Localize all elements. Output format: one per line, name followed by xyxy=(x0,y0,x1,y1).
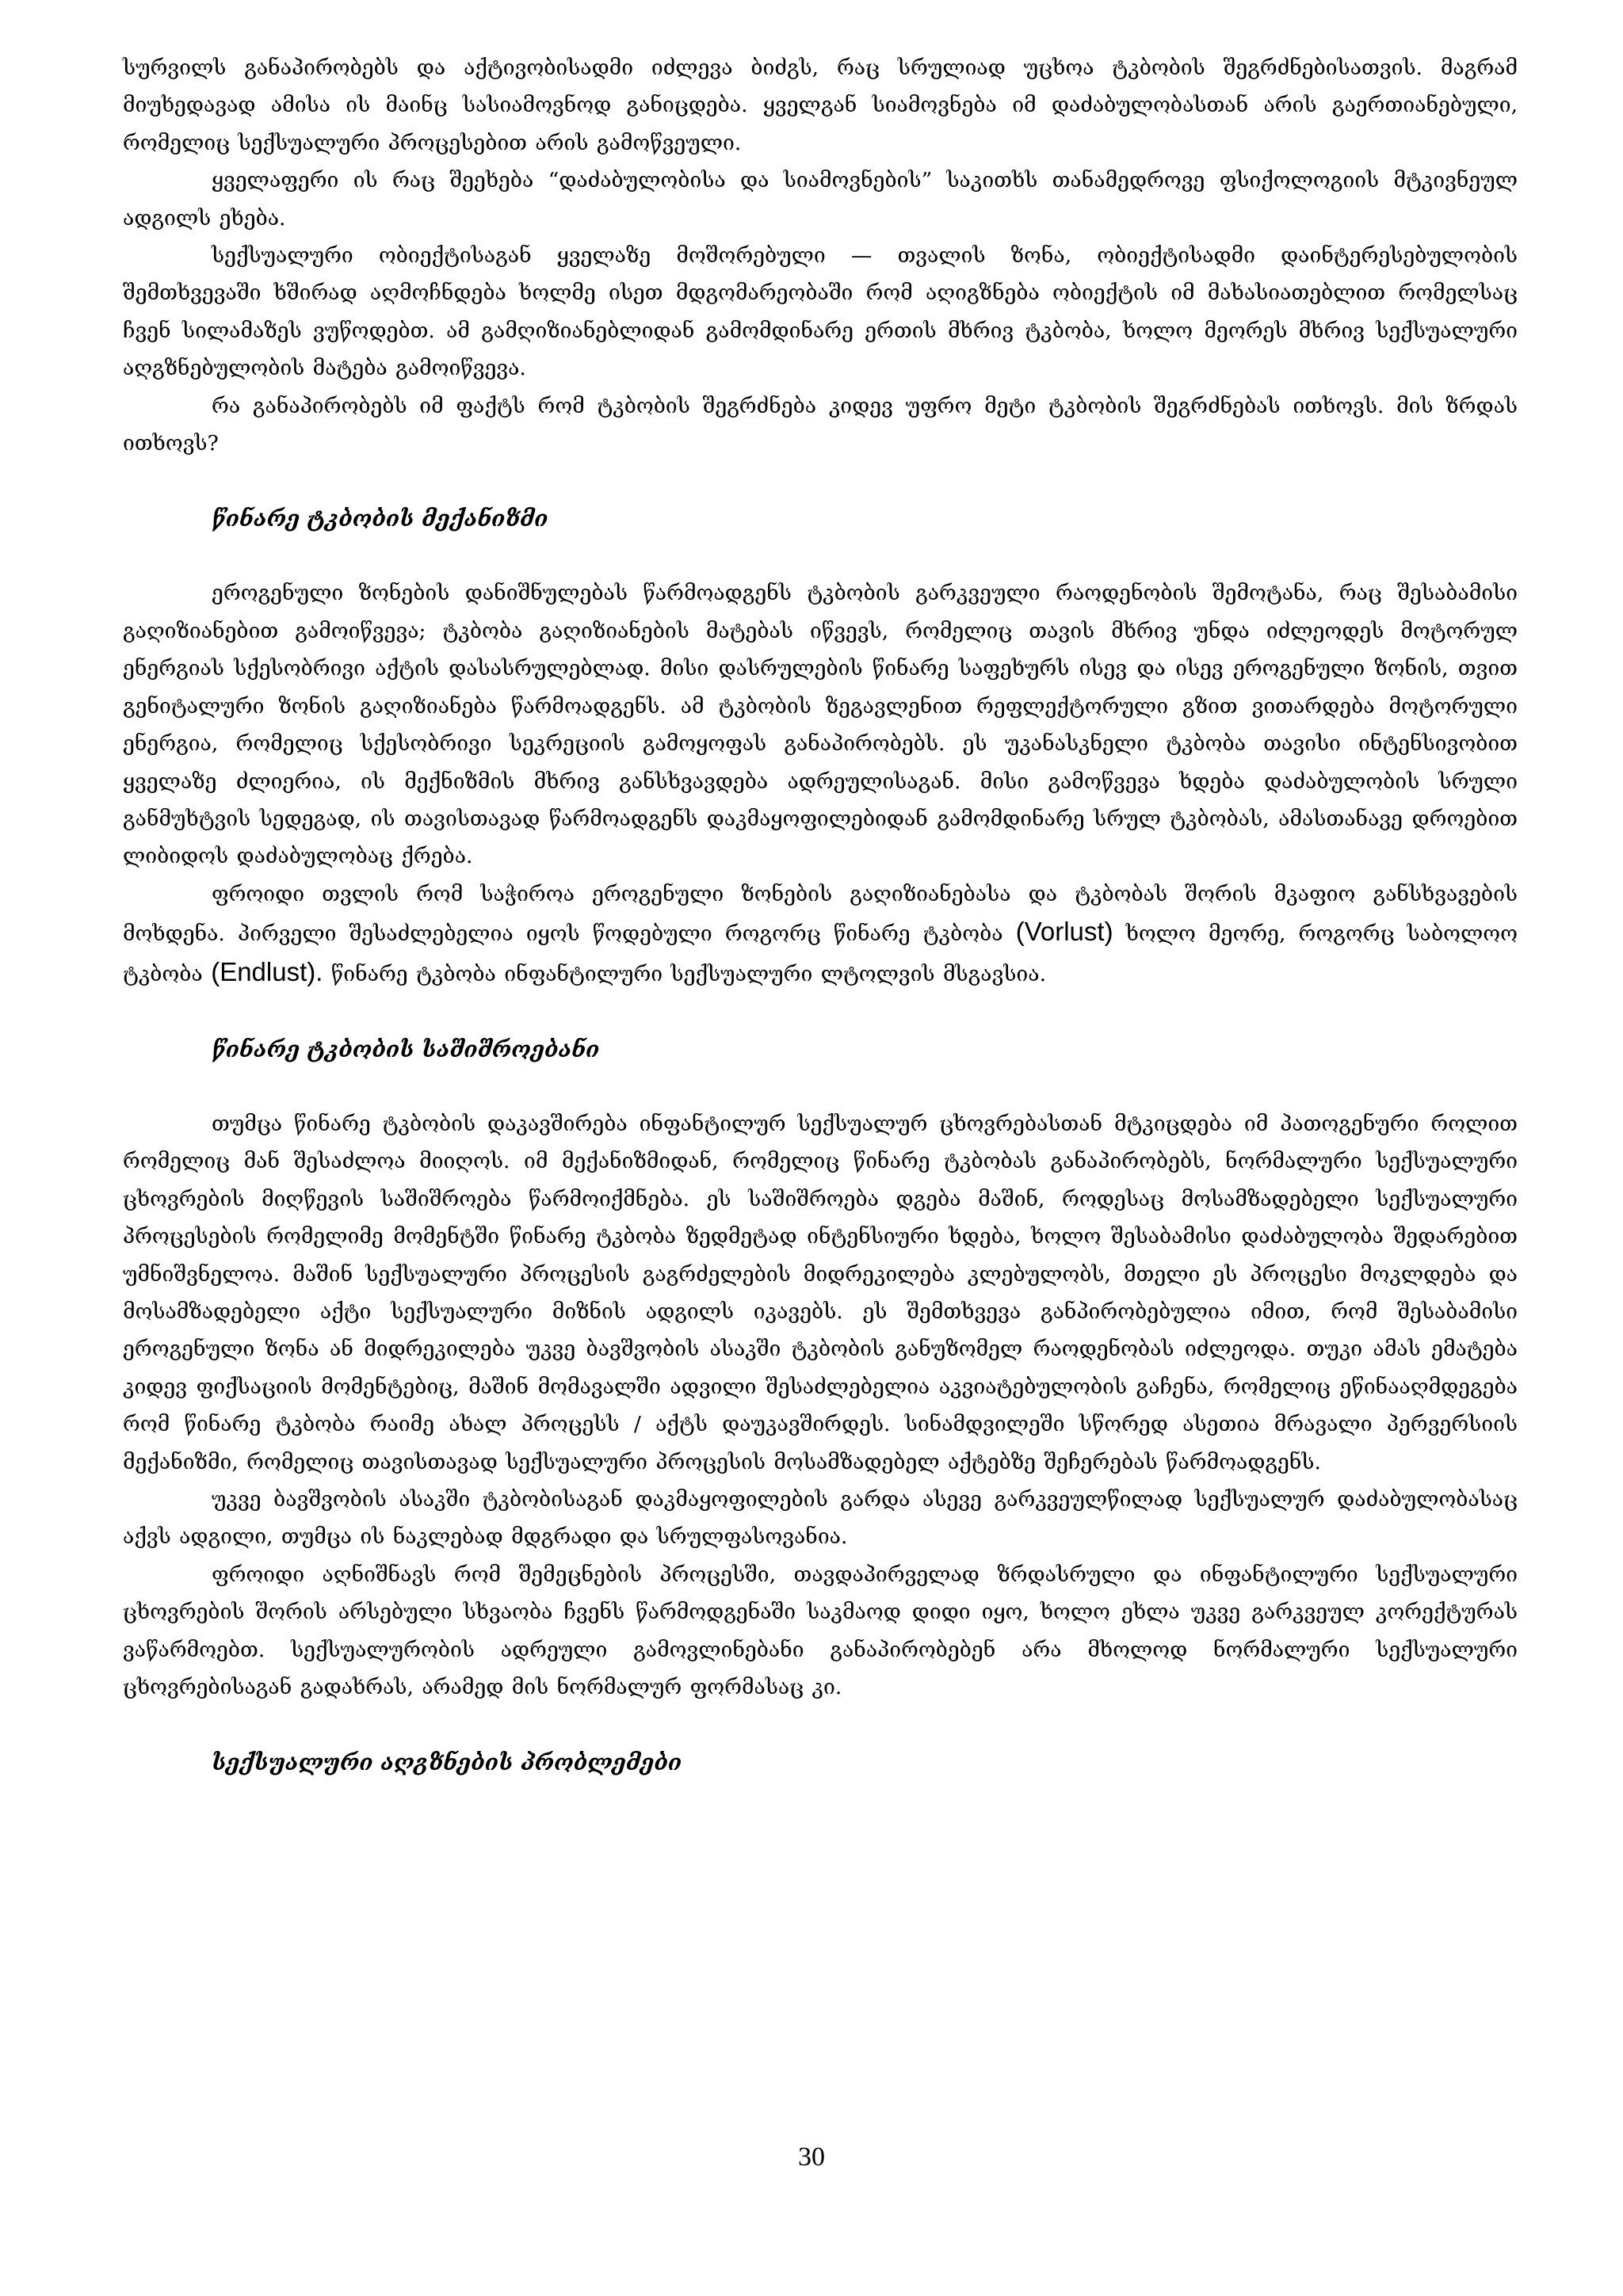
paragraph-text: ფროიდი თვლის რომ საჭიროა ეროგენული ზონების გაღიზიანებასა და ტკბობას შორის მკაფიო განსხვავების მოხდენა. პირველი შესაძლებელია იყოს წოდებული როგორც წინარე ტკბობა xyxy=(123,881,1518,947)
paragraph: სექსუალური ობიექტისაგან ყველაზე მოშორებული — თვალის ზონა, ობიექტისადმი დაინტერესებულობის შემთხვევაში ხშირად აღმოჩნდება ხოლმე ისეთ მდგომარეობაში რომ აღიგზნება ობიექტის იმ მახასიათებლით რომელსაც ჩვენ სილამაზეს ვუწოდებთ. ამ გამღიზიანებლიდან გამომდინარე ერთის მხრივ ტკბობა, ხოლო მეორეს მხრივ სექსუალური აღგზნებულობის მატება გამოიწვევა. xyxy=(123,243,1518,381)
section-heading: სექსუალური აღგზნების პრობლემები xyxy=(212,1749,682,1776)
document-page xyxy=(123,49,1518,1781)
latin-term: (Endlust). xyxy=(211,956,323,986)
paragraph: უკვე ბავშვობის ასაკში ტკბობისაგან დაკმაყოფილების გარდა ასევე გარკვეულწილად სექსუალურ დაძაბულობასაც აქვს ადგილი, თუმცა ის ნაკლებად მდგრადი და სრულფასოვანია. xyxy=(123,1487,1518,1550)
paragraph xyxy=(123,875,1518,993)
spacer xyxy=(123,1706,1518,1744)
paragraph: რა განაპირობებს იმ ფაქტს რომ ტკბობის შეგრძნება კიდევ უფრო მეტი ტკბობის შეგრძნებას ითხოვს. მის ზრდას ითხოვს? xyxy=(123,393,1518,456)
spacer xyxy=(123,537,1518,574)
paragraph: ყველაფერი ის რაც შეეხება “დაძაბულობისა და სიამოვნების” საკითხს თანამედროვე ფსიქოლოგიის მტკივნეულ ადგილს ეხება. xyxy=(123,168,1518,231)
paragraph-text: წინარე ტკბობა ინფანტილური სექსუალური ლტოლვის მსგავსია. xyxy=(330,961,1047,986)
paragraph: ფროიდი აღნიშნავს რომ შემეცნების პროცესში, თავდაპირველად ზრდასრული და ინფანტილური სექსუალური ცხოვრების შორის არსებული სხვაობა ჩვენს წარმოდგენაში საკმაოდ დიდი იყო, ხოლო ეხლა უკვე გარკვეულ კორექტურას ვაწარმოებთ. სექსუალურობის ადრეული გამოვლინებანი განაპირობებენ არა მხოლოდ ნორმალური სექსუალური ცხოვრებისაგან გადახრას, არამედ მის ნორმალურ ფორმასაც კი. xyxy=(123,1562,1518,1700)
paragraph: ეროგენული ზონების დანიშნულებას წარმოადგენს ტკბობის გარკვეული რაოდენობის შემოტანა, რაც შესაბამისი გაღიზიანებით გამოიწვევა; ტკბობა გაღიზიანების მატებას იწვევს, რომელიც თავის მხრივ უნდა იძლეოდეს მოტორულ ენერგიას სქესობრივი აქტის დასასრულებლად. მისი დასრულების წინარე საფეხურს ისევ და ისევ ეროგენული ზონის, თვით გენიტალური ზონის გაღიზიანება წარმოადგენს. ამ ტკბობის ზეგავლენით რეფლექტორული გზით ვითარდება მოტორული ენერგია, რომელიც სქესობრივი სეკრეციის გამოყოფას განაპირობებს. ეს უკანასკნელი ტკბობა თავისი ინტენსივობით ყველაზე ძლიერია, ის მექნიზმის მხრივ განსხვავდება ადრეულისაგან. მისი გამოწვევა ხდება დაძაბულობის სრული განმუხტვის სედეგად, ის თავისთავად წარმოადგენს დაკმაყოფილებიდან გამომდინარე სრულ ტკბობას, ამასთანავე დროებით ლიბიდოს დაძაბულობაც ქრება. xyxy=(123,581,1518,869)
paragraph: სურვილს განაპირობებს და აქტივობისადმი იძლევა ბიძგს, რაც სრულიად უცხოა ტკბობის შეგრძნებისათვის. მაგრამ მიუხედავად ამისა ის მაინც სასიამოვნოდ განიცდება. ყველგან სიამოვნება იმ დაძაბულობასთან არის გაერთიანებული, რომელიც სექსუალური პროცესებით არის გამოწვეული. xyxy=(123,55,1518,155)
paragraph-text: ხოლო მეორე, როგორც საბოლოო ტკბობა xyxy=(123,921,1518,986)
spacer xyxy=(123,462,1518,500)
page-number: 30 xyxy=(798,2142,825,2172)
latin-term: (Vorlust) xyxy=(1015,917,1113,947)
spacer xyxy=(123,993,1518,1031)
spacer xyxy=(123,1068,1518,1105)
section-heading: წინარე ტკბობის საშიშროებანი xyxy=(212,1035,600,1062)
section-heading: წინარე ტკბობის მექანიზმი xyxy=(212,505,548,532)
paragraph: თუმცა წინარე ტკბობის დაკავშირება ინფანტილურ სექსუალურ ცხოვრებასთან მტკიცდება იმ პათოგენური როლით რომელიც მან შესაძლოა მიიღოს. იმ მექანიზმიდან, რომელიც წინარე ტკბობას განაპირობებს, ნორმალური სექსუალური ცხოვრების მიღწევის საშიშროება წარმოიქმნება. ეს საშიშროება დგება მაშინ, როდესაც მოსამზადებელი სექსუალური პროცესების რომელიმე მომენტში წინარე ტკბობა ზედმეტად ინტენსიური ხდება, ხოლო შესაბამისი დაძაბულობა შედარებით უმნიშვნელოა. მაშინ სექსუალური პროცესის გაგრძელების მიდრეკილება კლებულობს, მთელი ეს პროცესი მოკლდება და მოსამზადებელი აქტი სექსუალური მიზნის ადგილს იკავებს. ეს შემთხვევა განპირობებულია იმით, რომ შესაბამისი ეროგენული ზონა ან მიდრეკილება უკვე ბავშვობის ასაკში ტკბობის განუზომელ რაოდენობას იძლეოდა. თუკი ამას ემატება კიდევ ფიქსაციის მომენტებიც, მაშინ მომავალში ადვილი შესაძლებელია აკვიატებულობის გაჩენა, რომელიც ეწინააღმდეგება რომ წინარე ტკბობა რაიმე ახალ პროცესს / აქტს დაუკავშირდეს. სინამდვილეში სწორედ ასეთია მრავალი პერვერსიის მექანიზმი, რომელიც თავისთავად სექსუალური პროცესის მოსამზადებელ აქტებზე შეჩერებას წარმოადგენს. xyxy=(123,1111,1518,1474)
